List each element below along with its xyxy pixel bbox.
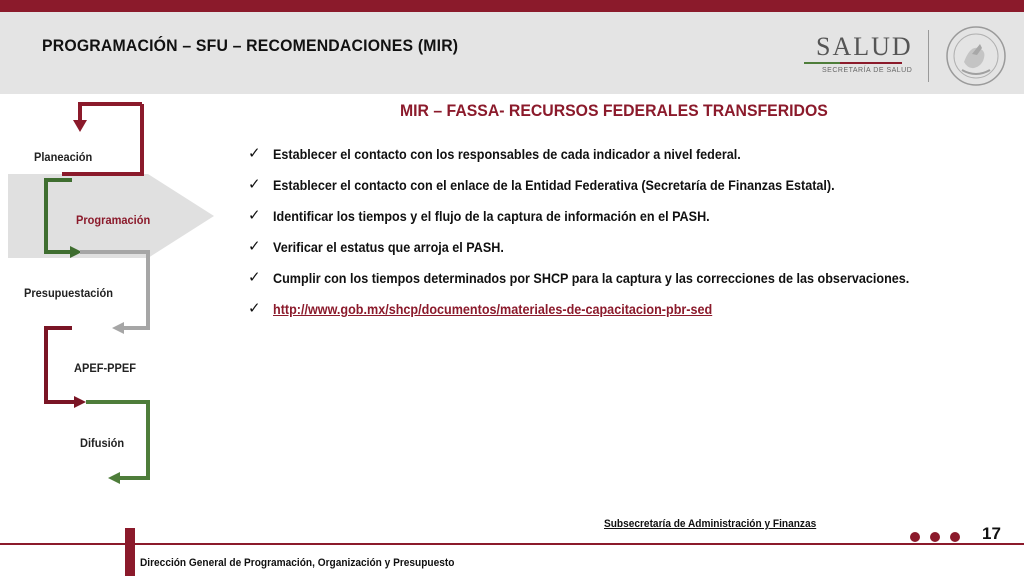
flow-step-planeacion: Planeación [34,150,93,164]
check-icon: ✓ [248,269,261,286]
national-seal-icon [944,24,1008,88]
bullet-text: Establecer el contacto con los responsables de cada indicador a nivel federal. [273,146,741,162]
capacitacion-link[interactable]: http://www.gob.mx/shcp/documentos/materiales-de-capacitacion-pbr-sed [273,301,713,317]
logo-divider [928,30,929,82]
check-icon: ✓ [248,176,261,193]
page-title: PROGRAMACIÓN – SFU – RECOMENDACIONES (MIR) [42,36,459,55]
bullet-text: Cumplir con los tiempos determinados por SHCP para la captura y las correcciones de las observaciones. [273,270,910,286]
flow-step-difusion: Difusión [80,436,125,450]
flow-step-apef-ppef: APEF-PPEF [74,361,136,375]
logo-subtitle: SECRETARÍA DE SALUD [822,67,913,74]
bullet-text: Verificar el estatus que arroja el PASH. [273,239,504,255]
dot-icon [950,532,960,542]
section-title: MIR – FASSA- RECURSOS FEDERALES TRANSFERIDOS [400,101,828,120]
check-icon: ✓ [248,207,261,224]
list-item [248,175,1008,206]
salud-logo [800,26,930,78]
list-item [248,268,1008,299]
footer-subsecretaria: Subsecretaría de Administración y Finanzas [604,518,817,530]
flow-step-programacion: Programación [76,213,151,227]
list-item [248,299,1008,330]
list-item [248,206,1008,237]
top-accent-bar [0,0,1024,12]
dot-icon [910,532,920,542]
page-number: 17 [982,524,1001,543]
list-item [248,144,1008,175]
flow-step-presupuestacion: Presupuestación [24,286,113,300]
check-icon: ✓ [248,300,261,317]
check-icon: ✓ [248,238,261,255]
bullet-text: Establecer el contacto con el enlace de la Entidad Federativa (Secretaría de Finanzas Estatal). [273,177,835,193]
bullet-list [248,144,1008,330]
check-icon: ✓ [248,145,261,162]
dot-icon [930,532,940,542]
logo-line-red [840,62,902,64]
process-flow-diagram [0,96,220,496]
bullet-text: Identificar los tiempos y el flujo de la captura de información en el PASH. [273,208,710,224]
list-item [248,237,1008,268]
footer-divider [0,543,1024,545]
logo-word: SALUD [816,32,913,61]
footer-direccion: Dirección General de Programación, Organización y Presupuesto [140,557,455,569]
footer-accent-bar [125,528,135,576]
